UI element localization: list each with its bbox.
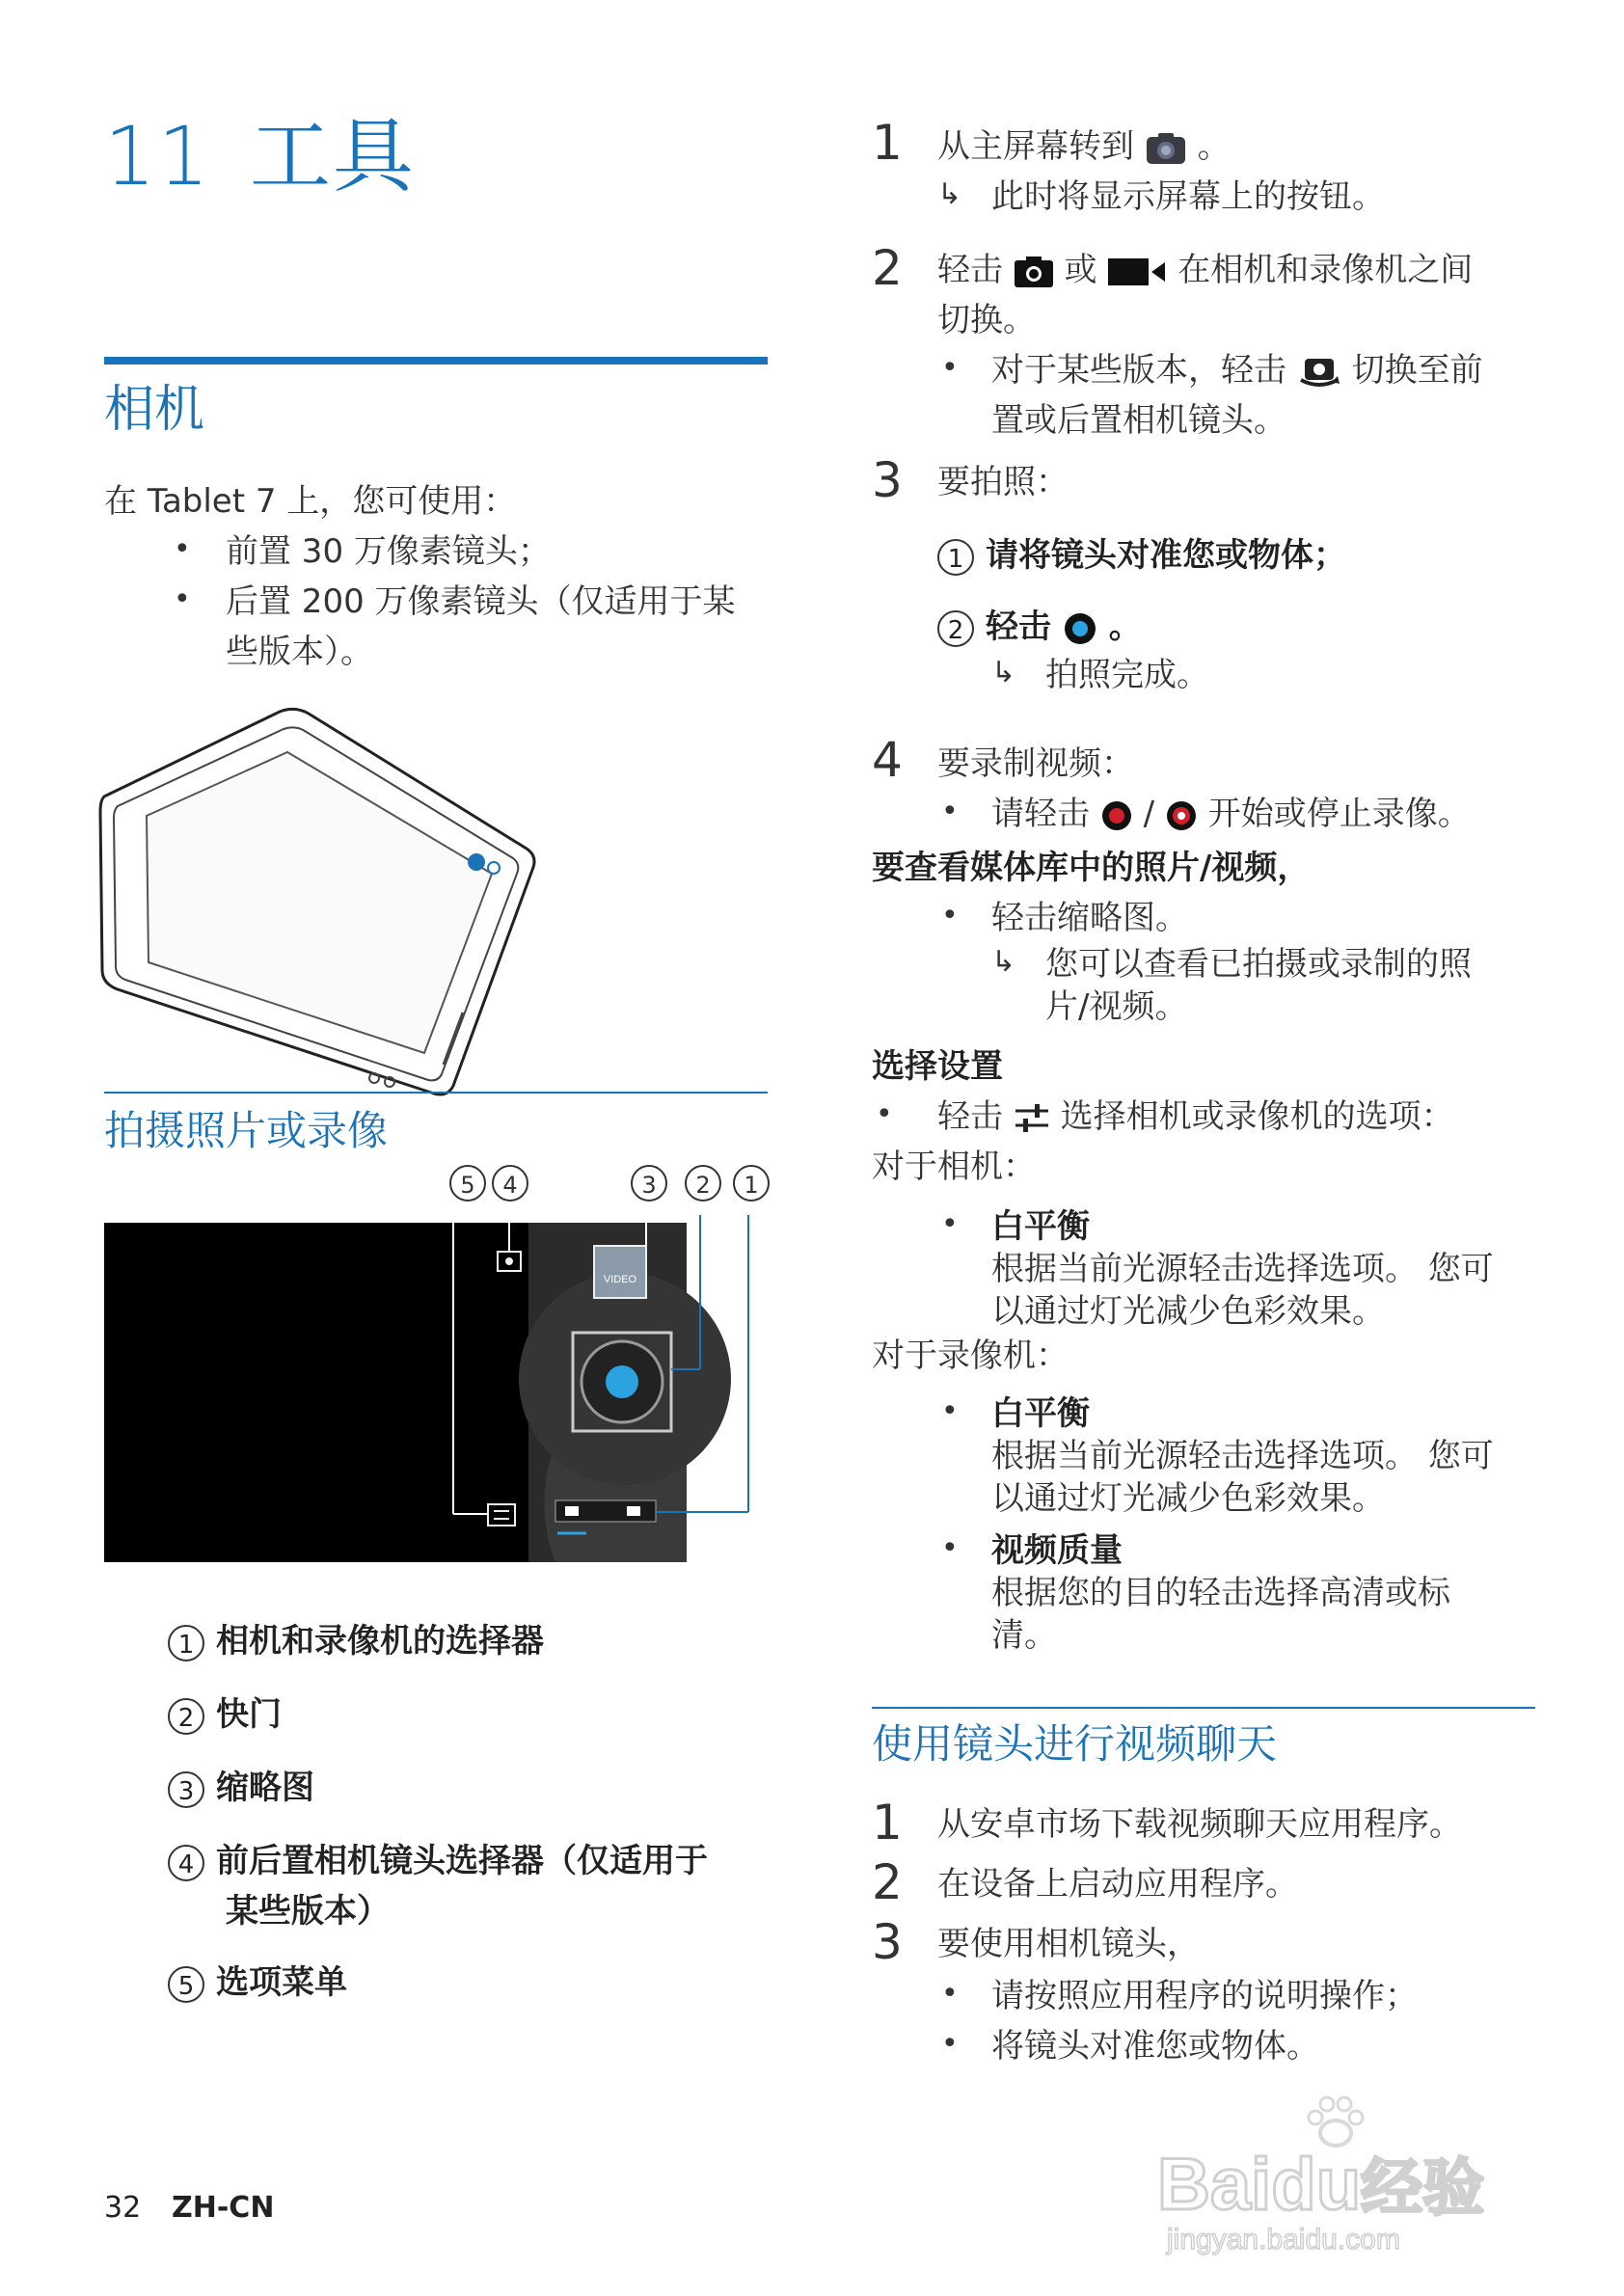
video-quality-desc: 根据您的目的轻击选择高清或标 (991, 1574, 1450, 1612)
section-title-camera: 相机 (104, 381, 205, 439)
step-4-text: 要录制视频： (937, 744, 1134, 783)
bullet-dot: • (941, 899, 959, 932)
record-start-icon (1100, 799, 1133, 832)
settings-sliders-icon (1014, 1102, 1050, 1135)
settings-camera-label: 对于相机： (872, 1148, 1036, 1186)
video-wb-desc-cont: 以通过灯光减少色彩效果。 (991, 1479, 1385, 1518)
legend-item-4-cont: 某些版本） (226, 1892, 390, 1931)
bullet-dot: • (941, 1207, 959, 1241)
step-4-number: 4 (872, 732, 903, 788)
settings-bullet: 轻击 选择相机或录像机的选项： (937, 1097, 1454, 1136)
video-wb-title: 白平衡 (991, 1394, 1090, 1433)
chat-title: 使用镜头进行视频聊天 (872, 1720, 1278, 1768)
video-wb-desc: 根据当前光源轻击选择选项。 您可 (991, 1437, 1494, 1475)
camera-ui-screenshot (104, 1215, 791, 1562)
gallery-bullet: 轻击缩略图。 (991, 899, 1188, 937)
callout-1: 1 (733, 1165, 781, 1202)
subsection-rule (104, 1092, 768, 1094)
step-1-result: 此时将显示屏幕上的按钮。 (991, 177, 1385, 216)
bullet-dot: • (941, 1531, 959, 1565)
gallery-result-cont: 片/视频。 (1045, 987, 1188, 1026)
step-3-a: 1 请将镜头对准您或物体； (937, 530, 1346, 581)
shutter-icon (1063, 611, 1097, 646)
step-2-sub: 对于某些版本，轻击 切换至前 (991, 351, 1483, 390)
watermark-url: jingyan.baidu.com (1167, 2224, 1400, 2255)
step-4-sub: 请轻击 / 开始或停止录像。 (991, 795, 1471, 833)
subsection-title-capture: 拍摄照片或录像 (104, 1107, 389, 1154)
settings-video-label: 对于录像机： (872, 1337, 1069, 1375)
bullet-dot: • (941, 1977, 959, 2011)
baidu-watermark (1157, 2093, 1543, 2256)
result-arrow-icon: ↳ (991, 656, 1016, 689)
page-number: 32 (104, 2191, 142, 2225)
chapter-name: 工具 (249, 109, 416, 203)
camera-mode-icon (1014, 256, 1054, 288)
video-quality-title: 视频质量 (991, 1531, 1123, 1570)
legend-item-2: 2 快门 (168, 1689, 282, 1740)
watermark-brand-2: du (1271, 2144, 1362, 2226)
bullet-rear-camera: 后置 200 万像素镜头（仅适用于某 (226, 582, 736, 621)
bullet-dot: • (174, 532, 191, 566)
bullet-dot: • (941, 795, 959, 828)
camera-wb-title: 白平衡 (991, 1207, 1090, 1246)
thumbnail-icon (594, 1246, 646, 1298)
bullet-dot: • (876, 1097, 893, 1131)
step-3-result: 拍照完成。 (1045, 656, 1209, 694)
svg-text:VIDEO: VIDEO (603, 1274, 637, 1285)
result-arrow-icon: ↳ (991, 945, 1016, 979)
legend-item-5: 5 选项菜单 (168, 1958, 347, 2008)
section-rule (104, 357, 768, 365)
settings-title: 选择设置 (872, 1047, 1003, 1086)
step-3-text: 要拍照： (937, 463, 1069, 501)
legend-item-4: 4 前后置相机镜头选择器（仅适用于 (168, 1836, 708, 1886)
callout-2: 2 (685, 1165, 733, 1202)
camera-lens-icon (468, 853, 485, 871)
intro-text: 在 Tablet 7 上，您可使用： (104, 482, 517, 521)
chat-step-1: 从安卓市场下载视频聊天应用程序。 (937, 1805, 1462, 1844)
gallery-result: 您可以查看已拍摄或录制的照 (1045, 945, 1472, 984)
callout-4: 4 (492, 1165, 540, 1202)
camera-app-icon (1145, 131, 1187, 166)
bullet-front-camera: 前置 30 万像素镜头； (226, 532, 551, 571)
video-quality-desc-cont: 清。 (991, 1616, 1057, 1655)
step-1-number: 1 (872, 115, 903, 171)
step-3-b: 2 轻击 。 (937, 602, 1142, 652)
chat-step-2-number: 2 (872, 1854, 903, 1910)
camera-wb-desc: 根据当前光源轻击选择选项。 您可 (991, 1250, 1494, 1288)
step-2-text: 轻击 或 在相机和录像机之间 (937, 251, 1474, 289)
step-1-text: 从主屏幕转到 。 (937, 127, 1231, 166)
chat-rule (872, 1707, 1535, 1709)
video-mode-icon (1107, 256, 1167, 288)
chat-step-3: 要使用相机镜头， (937, 1925, 1200, 1963)
watermark-suffix: 经验 (1361, 2153, 1485, 2223)
chapter-title (104, 108, 416, 204)
bullet-rear-camera-cont: 些版本）。 (226, 633, 373, 671)
watermark-brand: Bai (1157, 2144, 1272, 2226)
page-language: ZH-CN (172, 2191, 275, 2225)
callout-5: 5 (449, 1165, 498, 1202)
chat-step-1-number: 1 (872, 1795, 903, 1850)
chat-step-3-number: 3 (872, 1914, 903, 1970)
bullet-dot: • (941, 2027, 959, 2061)
lens-switch-icon (1297, 355, 1341, 390)
callout-3: 3 (631, 1165, 679, 1202)
result-arrow-icon: ↳ (937, 177, 962, 211)
tablet-illustration (96, 704, 540, 1099)
chat-step-2: 在设备上启动应用程序。 (937, 1865, 1298, 1904)
chat-bullet-1: 请按照应用程序的说明操作； (991, 1977, 1418, 2015)
gallery-title: 要查看媒体库中的照片/视频， (872, 849, 1311, 887)
step-2-sub-cont: 置或后置相机镜头。 (991, 401, 1286, 440)
legend-item-1: 1 相机和录像机的选择器 (168, 1616, 544, 1666)
step-2-text-cont: 切换。 (937, 301, 1036, 339)
bullet-dot: • (941, 1394, 959, 1428)
legend-item-3: 3 缩略图 (168, 1763, 314, 1813)
camera-wb-desc-cont: 以通过灯光减少色彩效果。 (991, 1292, 1385, 1331)
chat-bullet-2: 将镜头对准您或物体。 (991, 2027, 1319, 2066)
step-3-number: 3 (872, 452, 903, 508)
record-stop-icon (1165, 799, 1198, 832)
bullet-dot: • (174, 582, 191, 616)
chapter-number: 11 (104, 109, 211, 203)
bullet-dot: • (941, 351, 959, 385)
step-2-number: 2 (872, 240, 903, 296)
